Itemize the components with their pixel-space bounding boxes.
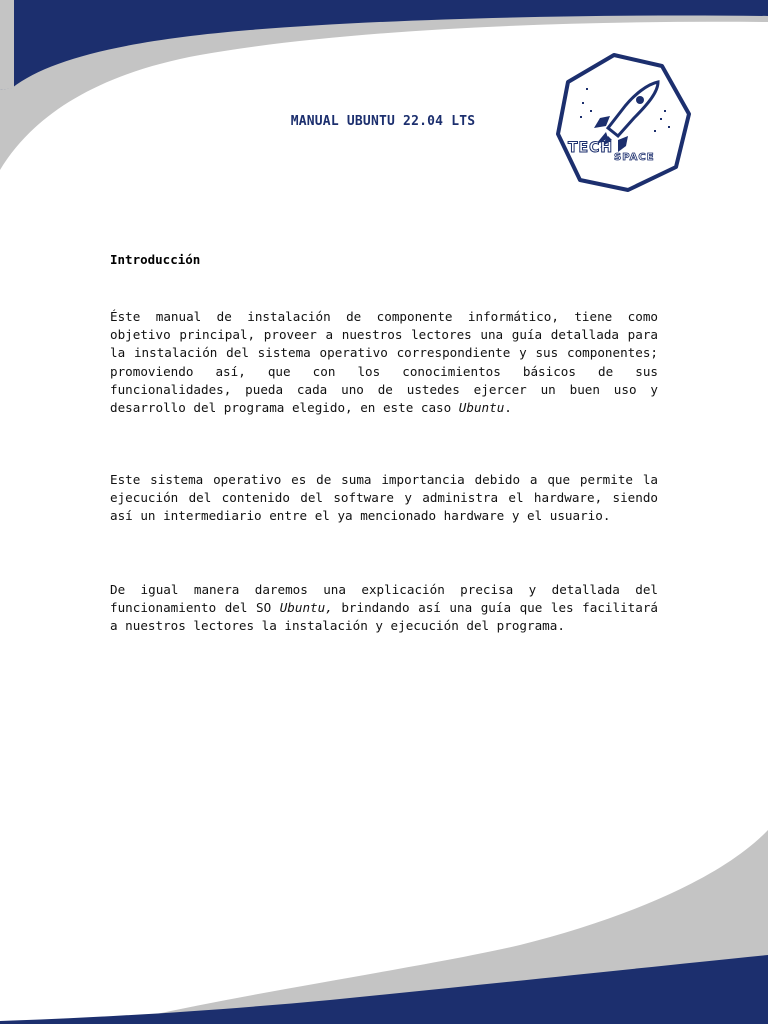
- tech-space-logo: [556, 52, 692, 192]
- section-heading: Introducción: [110, 252, 201, 267]
- logo-text-top: TECH: [568, 140, 614, 156]
- intro-paragraph-1: Éste manual de instalación de componente informático, tiene como objetivo principal, proveer a nuestros lectores una guía detallada para la instalación del sistema operativo correspondiente y sus componentes; promoviendo así, que con los conocimientos básicos de sus funcionalidades, pueda cada uno de ustedes ejercer un buen uso y desarrollo del programa elegido, en este caso Ubuntu.: [110, 309, 658, 416]
- intro-paragraph-2: Este sistema operativo es de suma importancia debido a que permite la ejecución del contenido del software y administra el hardware, siendo así un intermediario entre el ya mencionado hardware y el usuario.: [110, 472, 658, 524]
- intro-paragraph-3: De igual manera daremos una explicación precisa y detallada del funcionamiento del SO Ubuntu, brindando así una guía que les facilitará a nuestros lectores la instalación y ejecución del programa.: [110, 582, 658, 634]
- ubuntu-emphasis: Ubuntu: [458, 400, 505, 416]
- ubuntu-emphasis: Ubuntu,: [279, 600, 333, 616]
- document-title: MANUAL UBUNTU 22.04 LTS: [290, 114, 476, 129]
- logo-text-bottom: SPACE: [614, 152, 655, 163]
